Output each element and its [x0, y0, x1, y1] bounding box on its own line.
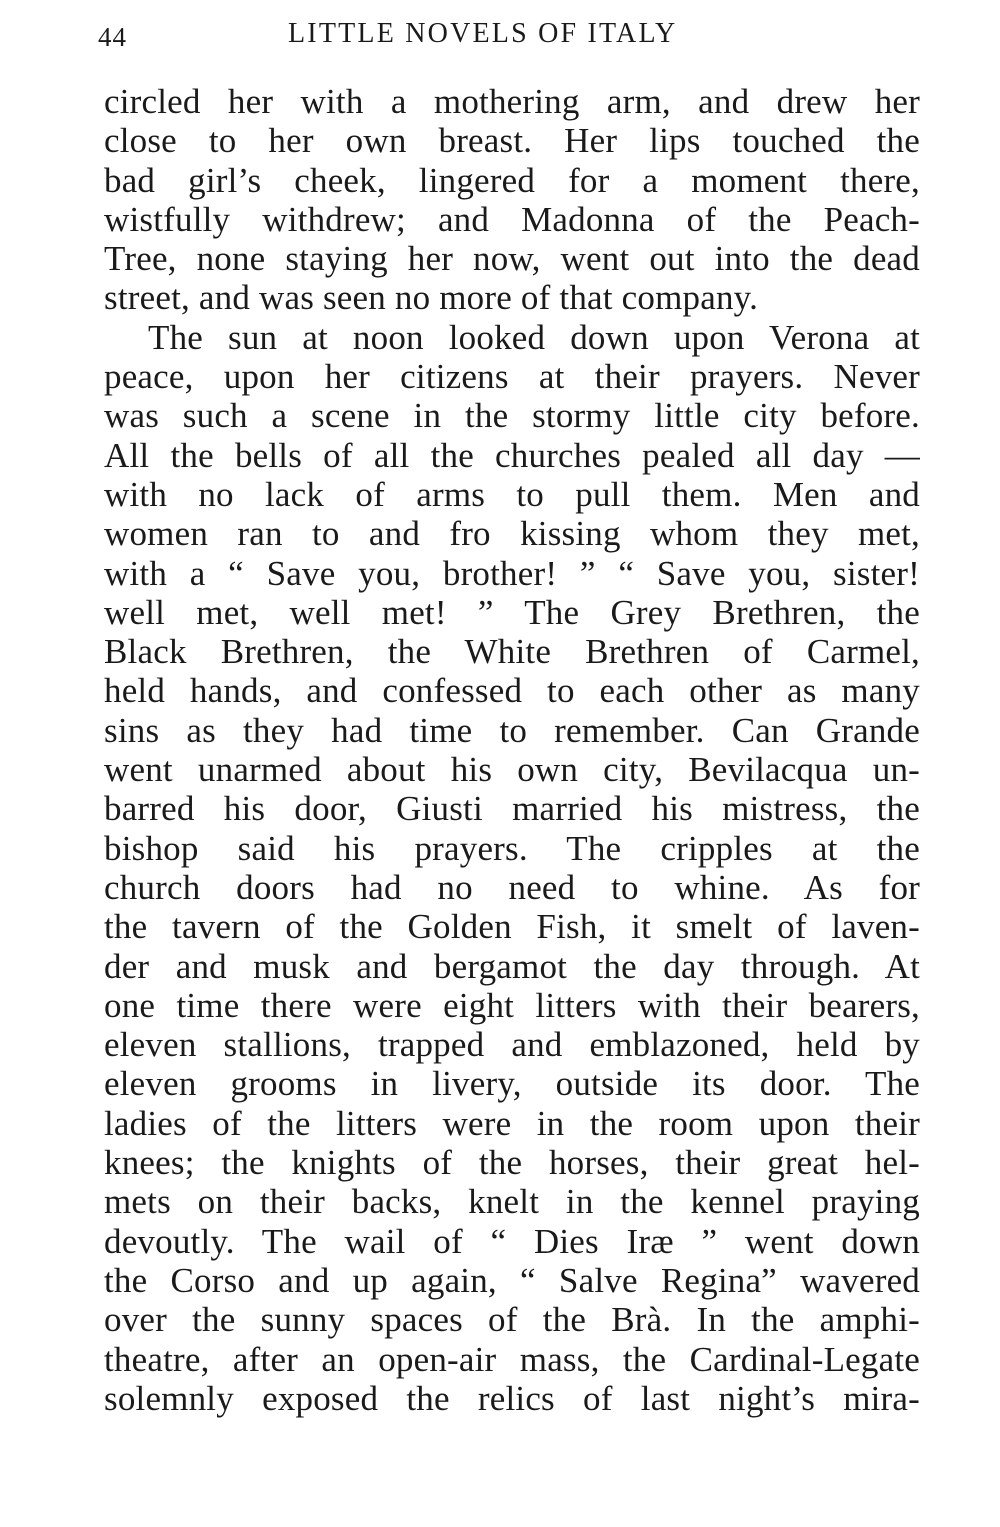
text-line: eleven grooms in livery, outside its door. The [104, 1064, 920, 1104]
text-line: theatre, after an open-air mass, the Cardinal-Legate [104, 1339, 920, 1379]
text-line: held hands, and confessed to each other as many [104, 671, 920, 711]
text-line: street, and was seen no more of that company. [104, 278, 759, 318]
text-line: knees; the knights of the horses, their great hel- [104, 1143, 920, 1183]
text-line: church doors had no need to whine. As for [104, 867, 920, 907]
text-line: All the bells of all the churches pealed all day — [104, 435, 920, 475]
page-header [0, 14, 1000, 54]
text-line: with no lack of arms to pull them. Men and [104, 474, 920, 514]
text-line: ladies of the litters were in the room upon their [104, 1103, 920, 1143]
text-line: with a “ Save you, brother! ” “ Save you, sister! [104, 553, 920, 593]
text-line: women ran to and fro kissing whom they met, [104, 514, 920, 554]
text-line: sins as they had time to remember. Can Grande [104, 710, 920, 750]
text-line: bad girl’s cheek, lingered for a moment there, [104, 160, 920, 200]
text-line: wistfully withdrew; and Madonna of the Peach- [104, 199, 920, 239]
text-line: der and musk and bergamot the day through. At [104, 946, 920, 986]
text-line: solemnly exposed the relics of last night’s mira- [104, 1378, 920, 1418]
text-line: The sun at noon looked down upon Verona at [148, 317, 920, 357]
text-line: Black Brethren, the White Brethren of Carmel, [104, 632, 920, 672]
text-line: barred his door, Giusti married his mistress, the [104, 789, 920, 829]
text-line: over the sunny spaces of the Brà. In the amphi- [104, 1300, 920, 1340]
text-line: well met, well met! ” The Grey Brethren, the [104, 592, 920, 632]
text-line: the tavern of the Golden Fish, it smelt of laven- [104, 907, 920, 947]
text-line: mets on their backs, knelt in the kennel praying [104, 1182, 920, 1222]
text-line: one time there were eight litters with their bearers, [104, 985, 920, 1025]
text-line: the Corso and up again, “ Salve Regina” wavered [104, 1260, 920, 1300]
text-line: devoutly. The wail of “ Dies Iræ ” went down [104, 1221, 920, 1261]
text-line: peace, upon her citizens at their prayers. Never [104, 357, 920, 397]
page-number: 44 [98, 22, 127, 52]
text-line: eleven stallions, trapped and emblazoned, held by [104, 1025, 920, 1065]
body-text [104, 82, 920, 1418]
text-line: close to her own breast. Her lips touched the [104, 121, 920, 161]
running-title: LITTLE NOVELS OF ITALY [288, 18, 678, 49]
text-line: Tree, none staying her now, went out into the dead [104, 239, 920, 279]
text-line: went unarmed about his own city, Bevilacqua un- [104, 750, 920, 790]
text-line: was such a scene in the stormy little city before. [104, 396, 920, 436]
text-line: bishop said his prayers. The cripples at the [104, 828, 920, 868]
text-line: circled her with a mothering arm, and drew her [104, 82, 920, 121]
